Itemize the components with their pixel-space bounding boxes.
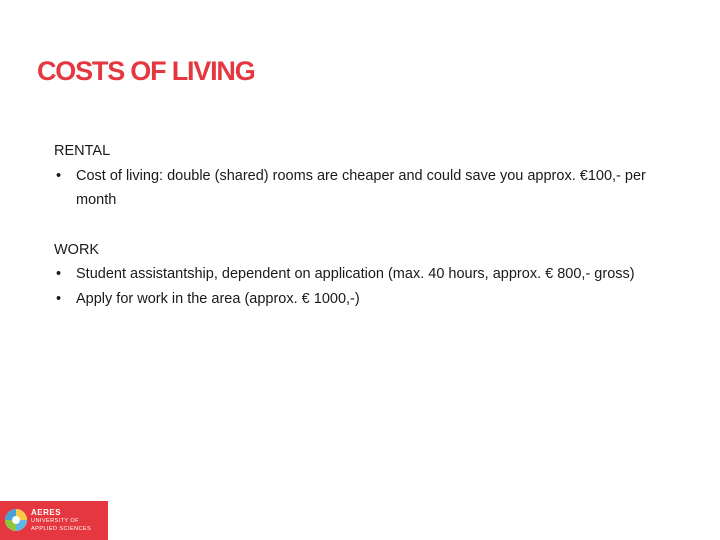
- bullet-item: [54, 164, 654, 213]
- bullet-icon: •: [56, 266, 62, 282]
- bullet-text: Apply for work in the area (approx. € 1000,-): [76, 290, 360, 307]
- section-rental: [54, 139, 654, 213]
- bullet-list-work: [54, 262, 654, 311]
- page-title: COSTS OF LIVING: [37, 56, 255, 86]
- logo-subtitle: UNIVERSITY OF: [31, 518, 79, 524]
- section-heading-rental: RENTAL: [54, 143, 111, 159]
- bullet-item: [54, 287, 654, 312]
- bullet-item: [54, 262, 654, 287]
- bullet-list-rental: [54, 164, 654, 213]
- bullet-text: Student assistantship, dependent on application (max. 40 hours, approx. € 800,- gross): [76, 266, 635, 282]
- section-work: [54, 238, 654, 312]
- section-spacer: [54, 213, 654, 238]
- section-heading-work: WORK: [54, 241, 100, 258]
- slide-body: [54, 139, 654, 311]
- bullet-icon: •: [56, 167, 62, 184]
- logo-name: AERES: [31, 508, 62, 517]
- university-logo: [0, 501, 108, 540]
- bullet-icon: •: [56, 290, 62, 307]
- logo-emblem-icon: [4, 508, 28, 532]
- logo-subtitle: APPLIED SCIENCES: [31, 526, 92, 532]
- bullet-text: Cost of living: double (shared) rooms are cheaper and could save you approx. €100,- per month: [76, 167, 646, 208]
